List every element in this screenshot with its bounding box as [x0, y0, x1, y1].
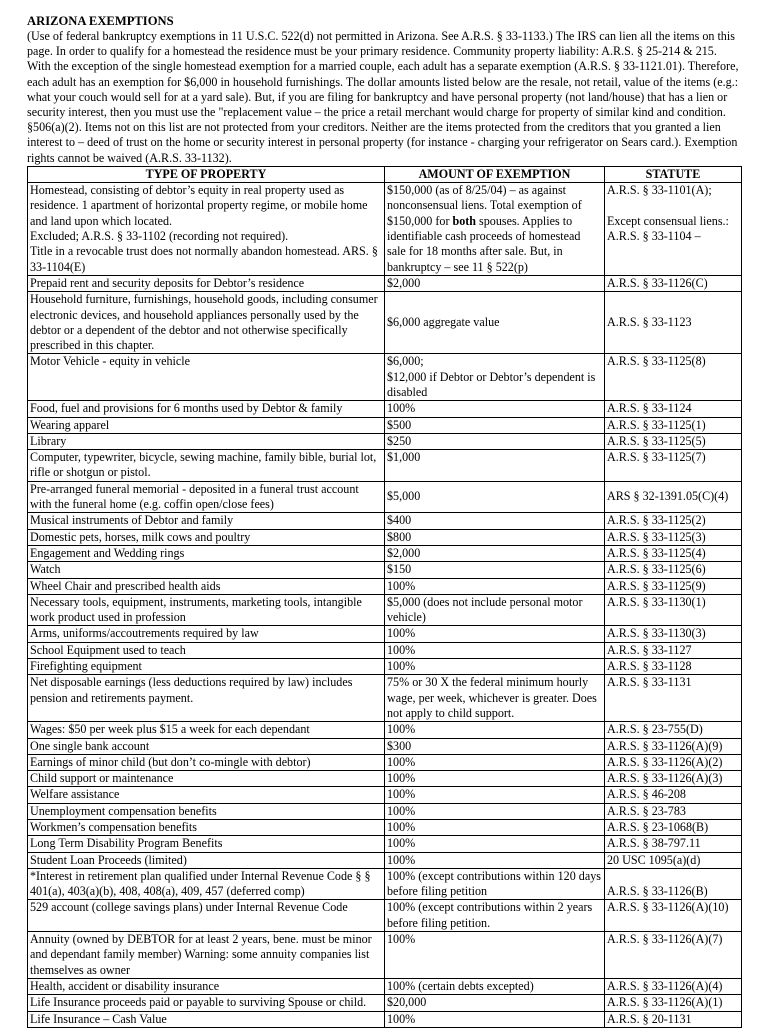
- cell-statute: A.R.S. § 33-1126(A)(7): [605, 932, 742, 979]
- cell-amount: $2,000: [385, 275, 605, 291]
- cell-type: Long Term Disability Program Benefits: [28, 836, 385, 852]
- cell-type: Necessary tools, equipment, instruments, marketing tools, intangible work product used in profession: [28, 594, 385, 626]
- cell-type: Library: [28, 433, 385, 449]
- cell-type: Life Insurance proceeds paid or payable to surviving Spouse or child.: [28, 995, 385, 1011]
- cell-statute: A.R.S. § 23-755(D): [605, 722, 742, 738]
- table-row: [28, 803, 742, 819]
- table-row: [28, 292, 742, 354]
- table-row: [28, 738, 742, 754]
- cell-amount: $150: [385, 562, 605, 578]
- header-amount-of-exemption: AMOUNT OF EXEMPTION: [385, 166, 605, 182]
- table-row: [28, 995, 742, 1011]
- table-body: [28, 183, 742, 1028]
- cell-statute: A.R.S. § 33-1130(1): [605, 594, 742, 626]
- cell-statute: A.R.S. § 33-1126(B): [605, 868, 742, 900]
- table-row: [28, 578, 742, 594]
- cell-amount: 100% (certain debts excepted): [385, 978, 605, 994]
- cell-amount: 100%: [385, 820, 605, 836]
- cell-type: Motor Vehicle - equity in vehicle: [28, 354, 385, 401]
- exemptions-table: [27, 166, 742, 1028]
- cell-amount: 100%: [385, 754, 605, 770]
- cell-amount: $500: [385, 417, 605, 433]
- cell-amount: $400: [385, 513, 605, 529]
- cell-statute: A.R.S. § 33-1131: [605, 675, 742, 722]
- cell-amount: 100%: [385, 626, 605, 642]
- cell-type: Net disposable earnings (less deductions required by law) includes pension and retirements payment.: [28, 675, 385, 722]
- homestead-type-line: Title in a revocable trust does not normally abandon homestead. ARS. § 33-1104(E): [30, 244, 378, 274]
- cell-statute: A.R.S. § 33-1126(A)(9): [605, 738, 742, 754]
- table-row: [28, 978, 742, 994]
- cell-type: [28, 183, 385, 276]
- table-row: [28, 545, 742, 561]
- cell-statute: A.R.S. § 46-208: [605, 787, 742, 803]
- cell-amount: $6,000 aggregate value: [385, 292, 605, 354]
- cell-statute: A.R.S. § 33-1125(4): [605, 545, 742, 561]
- cell-amount: $20,000: [385, 995, 605, 1011]
- table-row: [28, 450, 742, 482]
- cell-statute: A.R.S. § 33-1128: [605, 659, 742, 675]
- cell-amount: $250: [385, 433, 605, 449]
- table-row: [28, 529, 742, 545]
- cell-type: Student Loan Proceeds (limited): [28, 852, 385, 868]
- table-row: [28, 932, 742, 979]
- cell-statute: A.R.S. § 33-1126(A)(1): [605, 995, 742, 1011]
- cell-amount: $800: [385, 529, 605, 545]
- table-row: [28, 481, 742, 513]
- table-row: [28, 626, 742, 642]
- cell-amount: 100%: [385, 659, 605, 675]
- cell-amount: 100%: [385, 722, 605, 738]
- table-row: [28, 594, 742, 626]
- cell-statute: A.R.S. § 33-1124: [605, 401, 742, 417]
- cell-type: Annuity (owned by DEBTOR for at least 2 years, bene. must be minor and dependant family member) Warning: some annuity companies list themselves as owner: [28, 932, 385, 979]
- cell-type: Food, fuel and provisions for 6 months used by Debtor & family: [28, 401, 385, 417]
- homestead-amount-text: spouses. Applies to identifiable cash proceeds of homestead sale for 18 months after sale. But, in bankruptcy – see 11 § 522(p): [387, 213, 581, 274]
- cell-amount: 75% or 30 X the federal minimum hourly wage, per week, whichever is greater. Does not apply to child support.: [385, 675, 605, 722]
- cell-type: Household furniture, furnishings, household goods, including consumer electronic devices, and household appliances personally used by the debtor or a dependent of the debtor and not otherwise specifically prescribed in this chapter.: [28, 292, 385, 354]
- cell-type: One single bank account: [28, 738, 385, 754]
- cell-type: Health, accident or disability insurance: [28, 978, 385, 994]
- cell-type: Life Insurance – Cash Value: [28, 1011, 385, 1027]
- page-title: ARIZONA EXEMPTIONS: [27, 14, 174, 28]
- cell-amount: 100%: [385, 1011, 605, 1027]
- cell-type: Watch: [28, 562, 385, 578]
- cell-type: Earnings of minor child (but don’t co-mingle with debtor): [28, 754, 385, 770]
- cell-type: School Equipment used to teach: [28, 642, 385, 658]
- table-row: [28, 820, 742, 836]
- table-row: [28, 642, 742, 658]
- cell-type: *Interest in retirement plan qualified under Internal Revenue Code § § 401(a), 403(a)(b), 408, 408(a), 409, 457 (deferred comp): [28, 868, 385, 900]
- cell-amount: 100% (except contributions within 120 days before filing petition: [385, 868, 605, 900]
- table-row: [28, 1011, 742, 1027]
- cell-statute: A.R.S. § 33-1125(7): [605, 450, 742, 482]
- table-row: [28, 659, 742, 675]
- cell-type: Unemployment compensation benefits: [28, 803, 385, 819]
- cell-type: 529 account (college savings plans) under Internal Revenue Code: [28, 900, 385, 932]
- table-row: [28, 562, 742, 578]
- cell-statute: A.R.S. § 33-1125(6): [605, 562, 742, 578]
- cell-amount: $300: [385, 738, 605, 754]
- cell-statute: ARS § 32-1391.05(C)(4): [605, 481, 742, 513]
- cell-statute: A.R.S. § 23-1068(B): [605, 820, 742, 836]
- cell-statute: A.R.S. § 33-1125(1): [605, 417, 742, 433]
- cell-type: Computer, typewriter, bicycle, sewing machine, family bible, burial lot, rifle or shotgun or pistol.: [28, 450, 385, 482]
- cell-statute: A.R.S. § 33-1125(9): [605, 578, 742, 594]
- cell-amount: [385, 183, 605, 276]
- cell-statute: A.R.S. § 33-1126(A)(4): [605, 978, 742, 994]
- homestead-amount-emphasis: both: [452, 213, 477, 228]
- cell-type: Firefighting equipment: [28, 659, 385, 675]
- cell-amount: $5,000 (does not include personal motor vehicle): [385, 594, 605, 626]
- table-row: [28, 852, 742, 868]
- cell-type: Welfare assistance: [28, 787, 385, 803]
- cell-amount: $6,000; $12,000 if Debtor or Debtor’s dependent is disabled: [385, 354, 605, 401]
- table-row: [28, 836, 742, 852]
- table-row: [28, 433, 742, 449]
- cell-amount: $5,000: [385, 481, 605, 513]
- cell-amount: 100%: [385, 852, 605, 868]
- header-type-of-property: TYPE OF PROPERTY: [28, 166, 385, 182]
- cell-amount: 100%: [385, 803, 605, 819]
- cell-type: Domestic pets, horses, milk cows and poultry: [28, 529, 385, 545]
- cell-statute: A.R.S. § 33-1127: [605, 642, 742, 658]
- cell-amount: 100%: [385, 642, 605, 658]
- cell-type: Prepaid rent and security deposits for Debtor’s residence: [28, 275, 385, 291]
- cell-statute: A.R.S. § 33-1123: [605, 292, 742, 354]
- cell-type: Musical instruments of Debtor and family: [28, 513, 385, 529]
- cell-statute: A.R.S. § 20-1131: [605, 1011, 742, 1027]
- cell-type: Wheel Chair and prescribed health aids: [28, 578, 385, 594]
- cell-amount: 100%: [385, 401, 605, 417]
- cell-statute: A.R.S. § 33-1126(A)(10): [605, 900, 742, 932]
- cell-statute: A.R.S. § 38-797.11: [605, 836, 742, 852]
- cell-amount: $1,000: [385, 450, 605, 482]
- table-row: [28, 787, 742, 803]
- header-statute: STATUTE: [605, 166, 742, 182]
- cell-statute: A.R.S. § 33-1125(5): [605, 433, 742, 449]
- table-row: [28, 722, 742, 738]
- cell-type: Pre-arranged funeral memorial - deposited in a funeral trust account with the funeral home (e.g. coffin open/close fees): [28, 481, 385, 513]
- cell-statute: A.R.S. § 23-783: [605, 803, 742, 819]
- table-row: [28, 771, 742, 787]
- table-row: [28, 900, 742, 932]
- homestead-statute-line: A.R.S. § 33-1101(A);: [607, 183, 712, 198]
- cell-statute: A.R.S. § 33-1126(A)(3): [605, 771, 742, 787]
- cell-statute: A.R.S. § 33-1126(C): [605, 275, 742, 291]
- intro-paragraph: (Use of federal bankruptcy exemptions in 11 U.S.C. 522(d) not permitted in Arizona. See A.R.S. § 33-1133.) The IRS can lien all the items on this page. In order to qualify for a homestead the residence must be your primary residence. Community property liability: A.R.S. § 25-214 & 215. With the exception of the single homestead exemption for a married couple, each adult has a separate exemption (A.R.S. § 33-1121.01). Therefore, each adult has an exemption for $6,000 in household furnishings. The dollar amounts listed below are the resale, not retail, value of the items (e.g.: what your couch would sell for at a yard sale). But, if you are filing for bankruptcy and have personal property (not land/house) that has a lien or security interest, then you must use the "replacement value – the price a retail merchant would charge for property of similar kind and condition. §506(a)(2). Items not on this list are not protected from your creditors. Neither are the items protected from the creditors that you granted a lien interest to – deed of trust on the home or security interest in personal property (for instance - charging your refrigerator on Sears card.). Exemption rights cannot be waived (A.R.S. 33-1132).: [27, 29, 739, 165]
- homestead-type-line: Excluded; A.R.S. § 33-1102 (recording not required).: [30, 229, 289, 244]
- table-row: [28, 513, 742, 529]
- table-row: [28, 401, 742, 417]
- cell-statute: A.R.S. § 33-1125(3): [605, 529, 742, 545]
- cell-type: Wearing apparel: [28, 417, 385, 433]
- cell-type: Arms, uniforms/accoutrements required by law: [28, 626, 385, 642]
- cell-statute: A.R.S. § 33-1126(A)(2): [605, 754, 742, 770]
- cell-amount: 100%: [385, 836, 605, 852]
- cell-statute: [605, 183, 742, 276]
- cell-amount: 100%: [385, 787, 605, 803]
- table-row: [28, 354, 742, 401]
- homestead-amount-text: $150,000 (as of 8/25/04) – as against nonconsensual liens. Total exemption of $150,000 for: [387, 183, 582, 228]
- cell-type: Engagement and Wedding rings: [28, 545, 385, 561]
- cell-statute: A.R.S. § 33-1130(3): [605, 626, 742, 642]
- cell-statute: A.R.S. § 33-1125(8): [605, 354, 742, 401]
- cell-type: Workmen’s compensation benefits: [28, 820, 385, 836]
- cell-amount: 100%: [385, 932, 605, 979]
- cell-amount: 100%: [385, 578, 605, 594]
- cell-statute: 20 USC 1095(a)(d): [605, 852, 742, 868]
- table-row: [28, 868, 742, 900]
- table-header-row: [28, 166, 742, 182]
- statute-spacer: [607, 198, 739, 213]
- cell-amount: $2,000: [385, 545, 605, 561]
- cell-type: Wages: $50 per week plus $15 a week for each dependant: [28, 722, 385, 738]
- cell-amount: 100% (except contributions within 2 years before filing petition.: [385, 900, 605, 932]
- table-row: [28, 417, 742, 433]
- table-row: [28, 275, 742, 291]
- table-row: [28, 675, 742, 722]
- cell-amount: 100%: [385, 771, 605, 787]
- homestead-statute-line: Except consensual liens.: A.R.S. § 33-1104 –: [607, 213, 729, 244]
- cell-statute: A.R.S. § 33-1125(2): [605, 513, 742, 529]
- cell-type: Child support or maintenance: [28, 771, 385, 787]
- table-row-homestead: [28, 183, 742, 276]
- homestead-type-line: Homestead, consisting of debtor’s equity in real property used as residence. 1 apartment of horizontal property regime, or mobile home and land upon which located.: [30, 183, 368, 228]
- table-row: [28, 754, 742, 770]
